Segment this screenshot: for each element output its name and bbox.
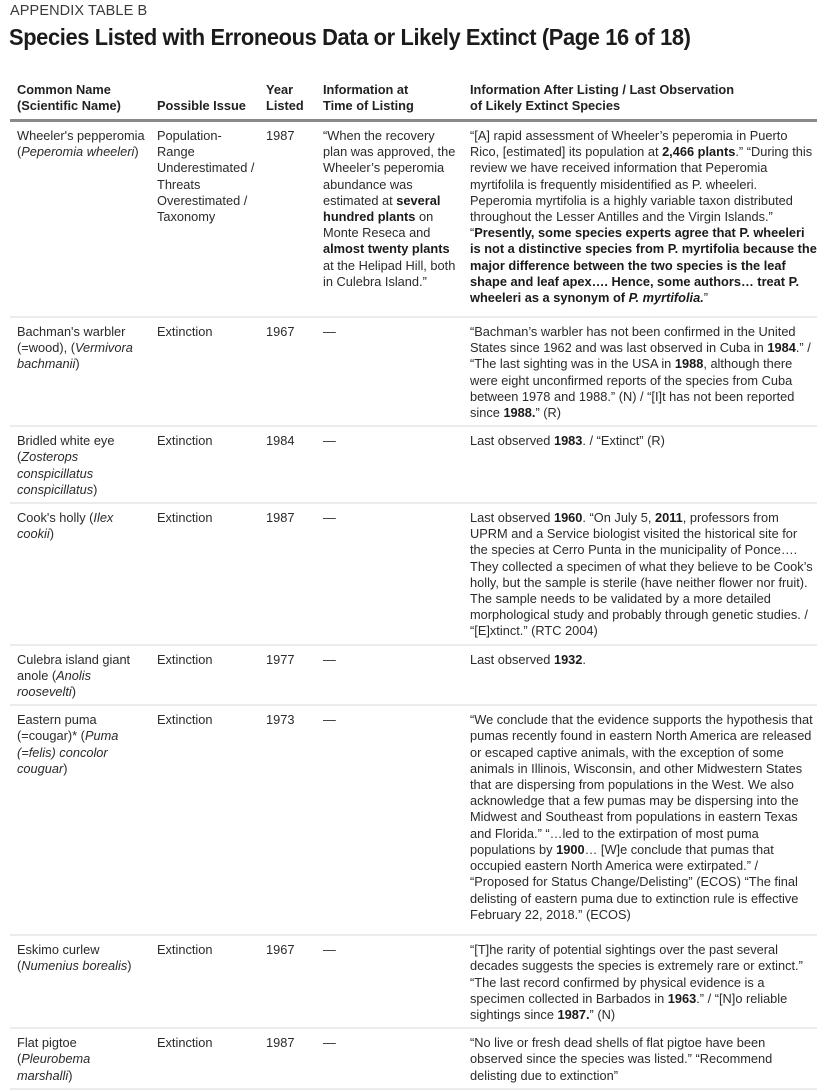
header-label: Possible Issue (157, 98, 246, 113)
scientific-name: Numenius borealis (21, 958, 128, 974)
header-label: Listed (266, 98, 304, 113)
year-listed-cell: 1987 (259, 1028, 316, 1089)
text-run: ” (R) (535, 405, 562, 421)
info-at-listing-cell (316, 645, 463, 706)
bold-text: 1960 (553, 510, 583, 526)
text-run: . (582, 651, 586, 667)
table-row (10, 935, 817, 1028)
header-label: Information at (323, 82, 409, 97)
info-after-listing-cell (463, 121, 817, 318)
page-title: Species Listed with Erroneous Data or Likely Extinct (Page 16 of 18) (9, 24, 691, 50)
possible-issue-cell: Extinction (150, 645, 259, 706)
scientific-name: Anolis roosevelti (17, 667, 91, 700)
common-name: Cook's holly (17, 510, 86, 526)
text-run: “No live or fresh dead shells of flat pigtoe have been observed since the species was listed.” “Recommend delisting due to extinction” (470, 1035, 773, 1083)
table-row (10, 121, 817, 318)
scientific-name: Ilex cookii (17, 510, 114, 542)
scientific-name: Zosterops conspicillatus conspicillatus (17, 449, 94, 497)
info-after-listing-cell (463, 1028, 817, 1089)
species-name-cell: Cook's holly (Ilex cookii) (10, 503, 150, 645)
year-listed-cell: 1967 (259, 317, 316, 426)
text-run: , although there were eight unconfirmed reports of the species from Cuba between 1978 and 1988.” (N) / “[I]t has not been reported since (470, 356, 795, 421)
text-run: … [W]e conclude that pumas that occupied eastern North America were extirpated.” / “Proposed for Status Change/Delisting” (ECOS) “The final delisting of eastern puma due to extinction rule is effective February 22, 2018.” (ECOS) (470, 841, 799, 922)
common-name: Wheeler's pepperomia (17, 128, 145, 143)
text-run: “[A] rapid assessment of Wheeler’s peperomia in Puerto Rico, [estimated] its population at (470, 128, 788, 160)
year-listed-cell: 1967 (259, 935, 316, 1028)
species-name-cell: Wheeler's pepperomia (Peperomia wheeleri) (10, 121, 150, 318)
species-name-cell: Eskimo curlew (Numenius borealis) (10, 935, 150, 1028)
info-at-listing-cell (316, 426, 463, 503)
bold-text: 1984 (767, 340, 796, 356)
year-listed-cell: 1977 (259, 645, 316, 706)
table-row (10, 317, 817, 426)
possible-issue-cell: Extinction (150, 426, 259, 503)
species-name-cell: Bachman's warbler (=wood), (Vermivora bachmanii) (10, 317, 150, 426)
possible-issue-cell: Extinction (150, 1028, 259, 1089)
possible-issue-cell: Population-Range Underestimated / Threats Overestimated / Taxonomy (150, 121, 259, 318)
table-header-row (10, 82, 817, 121)
text-run: . “On July 5, (582, 510, 655, 526)
bold-text: P. myrtifolia. (628, 290, 704, 306)
text-run: — (323, 712, 336, 728)
table-row (10, 1028, 817, 1089)
common-name: Culebra island giant anole (17, 651, 131, 683)
species-name-cell: Bridled white eye (Zosterops conspicillatus conspicillatus) (10, 426, 150, 503)
year-listed-cell: 1987 (259, 503, 316, 645)
table-body (10, 121, 817, 1089)
text-run: .” “During this review we have received information that Peperomia myrtifolila is frequently misidentified as P. wheeleri. Peperomia myrtifolia is a highly variable taxon distributed throughout the Lesser Antilles and the Virgin Islands.” “ (470, 144, 813, 241)
text-run: ” (N) (589, 1007, 616, 1023)
header-info-at-listing (316, 82, 463, 121)
header-label: Time of Listing (323, 98, 414, 113)
bold-text: 1963 (667, 990, 697, 1006)
info-after-listing-cell (463, 426, 817, 503)
info-after-listing-cell (463, 503, 817, 645)
info-at-listing-cell (316, 317, 463, 426)
possible-issue-cell: Extinction (150, 935, 259, 1028)
text-run: Last observed (470, 651, 554, 667)
bold-text: almost twenty plants (323, 241, 450, 257)
header-info-after-listing (463, 82, 817, 121)
header-label: of Likely Extinct Species (470, 98, 621, 113)
header-label: (Scientific Name) (17, 98, 121, 113)
table-kicker: APPENDIX TABLE B (10, 3, 148, 19)
text-run: “[T]he rarity of potential sightings over the past several decades suggests the species is extremely rare or extinct.” “The last record confirmed by physical evidence is a specimen collected in Barbados in (470, 942, 803, 1006)
bold-text: 1983 (553, 433, 583, 449)
text-run: .” / “[N]o reliable sightings since (470, 990, 788, 1023)
header-common-name (10, 82, 150, 121)
text-run: — (323, 942, 336, 958)
species-name-cell: Culebra island giant anole (Anolis roosevelti) (10, 645, 150, 706)
header-label: Information After Listing / Last Observation (470, 82, 735, 97)
scientific-name: Peperomia wheeleri (21, 144, 135, 160)
common-name: Eastern puma (=cougar)* (17, 712, 97, 744)
bold-text: 2011 (654, 510, 683, 526)
common-name: Eskimo curlew (17, 942, 100, 958)
text-run: .” / “The last sighting was in the USA in (470, 340, 811, 372)
info-at-listing-cell (316, 705, 463, 935)
common-name: Flat pigtoe (17, 1035, 77, 1051)
scientific-name: Puma (=felis) concolor couguar (17, 728, 119, 776)
text-run: — (323, 433, 336, 449)
common-name: Bridled white eye (17, 433, 115, 449)
header-possible-issue (150, 82, 259, 121)
text-run: on Monte Reseca and (323, 209, 434, 241)
common-name: Bachman's warbler (=wood), (17, 324, 126, 356)
species-name-cell: Flat pigtoe (Pleurobema marshalli) (10, 1028, 150, 1089)
info-after-listing-cell (463, 317, 817, 426)
bold-text: 1900 (556, 841, 585, 857)
year-listed-cell: 1973 (259, 705, 316, 935)
bold-text: 2,466 plants (662, 144, 736, 160)
bold-text: 1988. (503, 405, 536, 421)
possible-issue-cell: Extinction (150, 317, 259, 426)
text-run: — (323, 324, 336, 339)
text-run: , professors from UPRM and a Service biologist visited the historical site for the species at Cerro Punta in the municipality of Ponce…. They collected a specimen of what they believe to be Cook’s holly, but the sample is sterile (have neither flower nor fruit). The sample needs to be validated by a more detailed morphological study and probably through genetic studies. / “[E]xtinct.” (RTC 2004) (470, 510, 813, 639)
header-year-listed (259, 82, 316, 121)
text-run: at the Helipad Hill, both in Culebra Island.” (323, 257, 456, 289)
text-run: Last observed (470, 510, 554, 526)
info-at-listing-cell (316, 503, 463, 645)
text-run: — (323, 651, 336, 667)
bold-text: 1987. (557, 1007, 590, 1023)
bold-text: 1988 (674, 356, 704, 372)
bold-text: 1932 (553, 651, 583, 667)
table-row (10, 503, 817, 645)
info-after-listing-cell (463, 645, 817, 706)
info-at-listing-cell (316, 935, 463, 1028)
table-row (10, 645, 817, 706)
species-table (10, 82, 817, 1090)
text-run: “When the recovery plan was approved, the Wheeler’s peperomia abundance was estimated at (323, 128, 456, 208)
text-run: — (323, 1035, 336, 1051)
table-row (10, 426, 817, 503)
possible-issue-cell: Extinction (150, 503, 259, 645)
text-run: “Bachman’s warbler has not been confirmed in the United States since 1962 and was last observed in Cuba in (470, 324, 796, 356)
info-at-listing-cell (316, 121, 463, 318)
scientific-name: Pleurobema marshalli (17, 1051, 91, 1083)
year-listed-cell: 1987 (259, 121, 316, 318)
text-run: — (323, 510, 336, 526)
info-after-listing-cell (463, 935, 817, 1028)
table-row (10, 705, 817, 935)
info-after-listing-cell (463, 705, 817, 935)
text-run: ” (703, 290, 709, 306)
header-label: Year (266, 82, 294, 97)
text-run: Last observed (470, 433, 554, 449)
species-name-cell: Eastern puma (=cougar)* (Puma (=felis) concolor couguar) (10, 705, 150, 935)
text-run: . / “Extinct” (R) (582, 433, 665, 449)
possible-issue-cell: Extinction (150, 705, 259, 935)
bold-text: several hundred plants (323, 192, 441, 225)
year-listed-cell: 1984 (259, 426, 316, 503)
scientific-name: Vermivora bachmanii (17, 340, 133, 372)
bold-text: Presently, some species experts agree that P. wheeleri is not a distinctive species from P. myrtifolia because the major difference between the two species is the leaf shape and leaf apex…. Hence, some authors… treat P. wheeleri as a synonym of (470, 225, 817, 306)
info-at-listing-cell (316, 1028, 463, 1089)
header-label: Common Name (17, 82, 111, 97)
text-run: “We conclude that the evidence supports the hypothesis that pumas recently found in eastern North America are released or escaped captive animals, with the exception of some animals in Illinois, Wisconsin, and other Midwestern States that are dispersing from populations in the West. We also acknowledge that a few pumas may be dispersing into the Midwest and Southeast from populations in eastern Texas and Florida.” “…led to the extirpation of most puma populations by (470, 712, 813, 857)
